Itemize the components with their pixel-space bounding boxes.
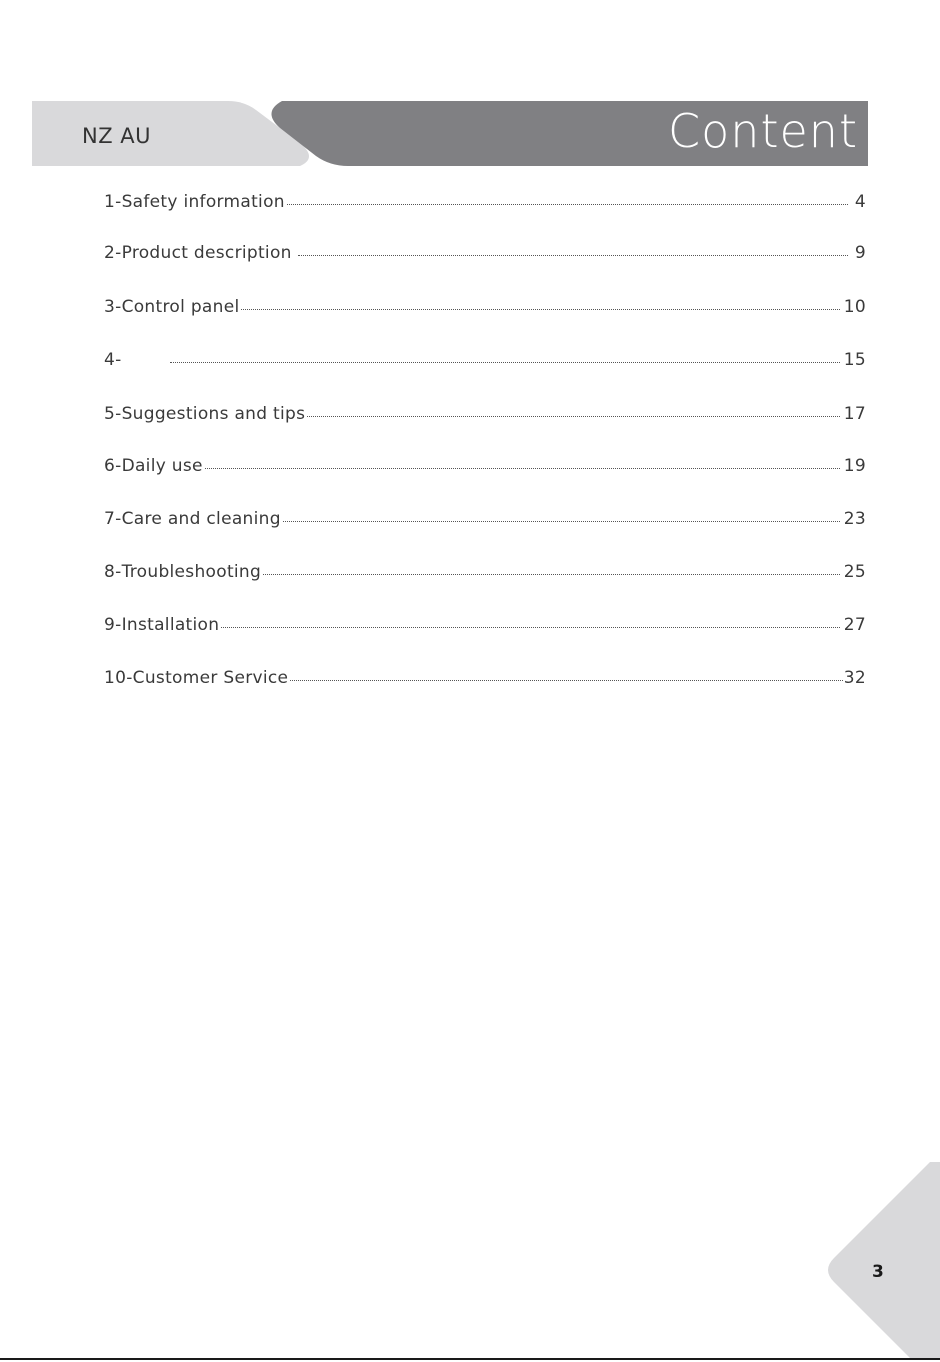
toc-entry-number: 4- [104,350,122,370]
toc-dot-leader [263,574,840,575]
toc-entry-page: 15 [843,350,866,370]
toc-entry-title: Customer Service [132,668,289,688]
toc-entry-4[interactable] [104,350,866,376]
toc-entry-page: 27 [843,615,866,635]
toc-entry-page: 4 [854,192,866,212]
toc-entry-title: Control panel [121,297,240,317]
toc-dot-leader [221,627,839,628]
toc-dot-leader [298,255,848,256]
toc-dot-leader [205,468,840,469]
toc-entry-number: 5- [104,404,122,424]
toc-entry-page: 19 [843,456,866,476]
toc-entry-number: 6- [104,456,122,476]
bottom-rule [0,1358,940,1360]
toc-entry-customer-service[interactable] [104,668,866,694]
toc-entry-page: 9 [854,243,866,263]
toc-entry-title: Troubleshooting [121,562,262,582]
region-tab-shape [32,101,309,166]
toc-entry-number: 9- [104,615,122,635]
toc-entry-safety-information[interactable] [104,192,866,218]
toc-dot-leader [290,680,842,681]
toc-entry-installation[interactable] [104,615,866,641]
toc-entry-number: 3- [104,297,122,317]
toc-dot-leader [283,521,840,522]
toc-entry-title: Safety information [121,192,285,212]
toc-entry-title: Care and cleaning [121,509,281,529]
toc-entry-number: 10- [104,668,133,688]
toc-entry-page: 23 [843,509,866,529]
toc-entry-title: Suggestions and tips [121,404,306,424]
page-corner-shape [824,1162,940,1358]
toc-entry-title: Installation [121,615,220,635]
toc-entry-title: Product description [121,243,292,263]
toc-entry-number: 1- [104,192,122,212]
toc-dot-leader [307,416,839,417]
toc-entry-page: 32 [843,668,866,688]
toc-dot-leader [241,309,839,310]
toc-entry-title: Daily use [121,456,203,476]
toc-entry-number: 2- [104,243,122,263]
toc-entry-suggestions-and-tips[interactable] [104,404,866,430]
toc-entry-product-description[interactable] [104,243,866,269]
page-title: Content [668,104,858,158]
toc-entry-care-and-cleaning[interactable] [104,509,866,535]
toc-entry-number: 7- [104,509,122,529]
toc-dot-leader [170,362,840,363]
region-label: NZ AU [82,124,152,148]
toc-entry-control-panel[interactable] [104,297,866,323]
toc-entry-daily-use[interactable] [104,456,866,482]
toc-entry-troubleshooting[interactable] [104,562,866,588]
toc-entry-page: 10 [843,297,866,317]
toc-entry-number: 8- [104,562,122,582]
page-number: 3 [872,1262,884,1282]
toc-entry-page: 17 [843,404,866,424]
toc-entry-page: 25 [843,562,866,582]
toc-dot-leader [287,204,848,205]
